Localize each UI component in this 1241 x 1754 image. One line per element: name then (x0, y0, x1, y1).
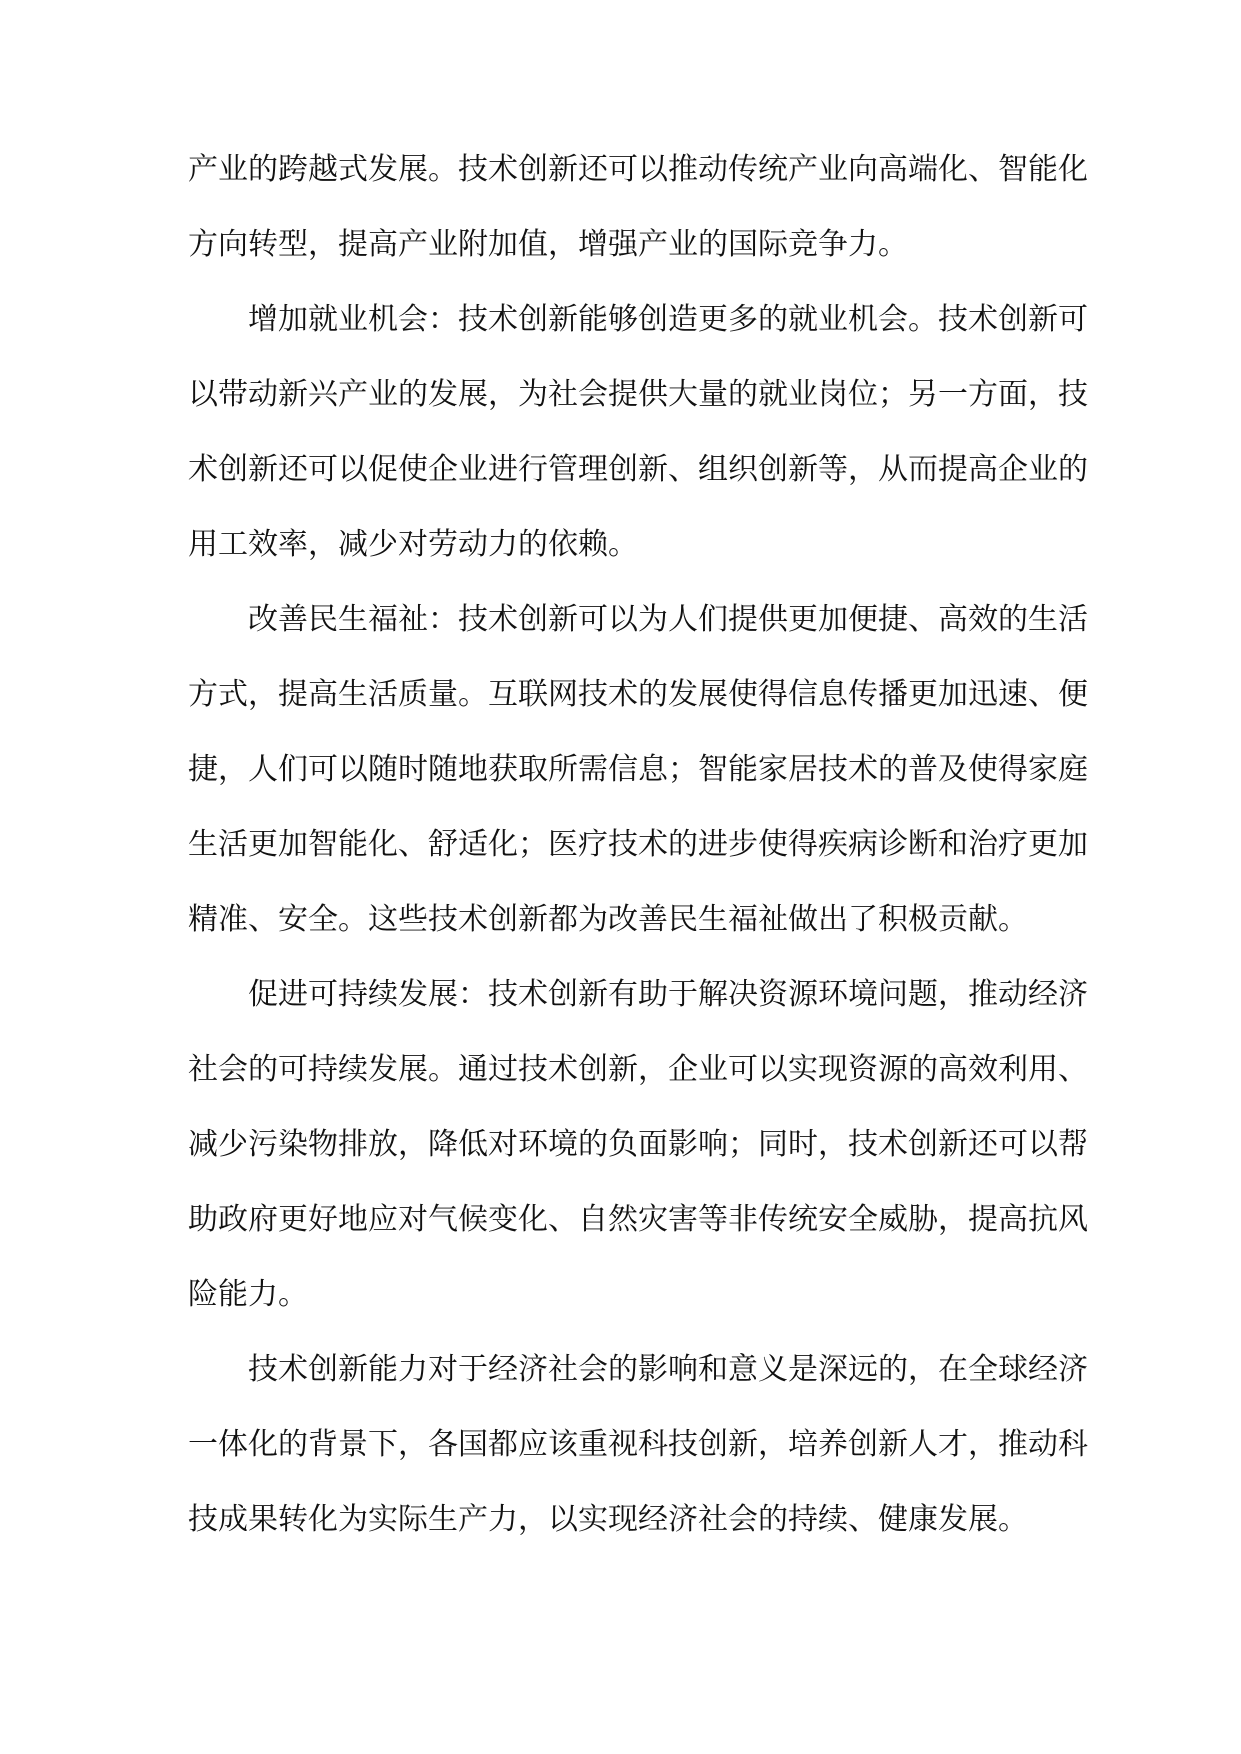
text-line: 技成果转化为实际生产力，以实现经济社会的持续、健康发展。 (188, 1502, 1028, 1537)
text-line: 助政府更好地应对气候变化、自然灾害等非传统安全威胁，提高抗风 (188, 1202, 1088, 1237)
text-line: 精准、安全。这些技术创新都为改善民生福祉做出了积极贡献。 (188, 902, 1028, 937)
document-body (188, 132, 1088, 1557)
text-line: 一体化的背景下，各国都应该重视科技创新，培养创新人才，推动科 (188, 1427, 1088, 1462)
paragraph-start-line: 促进可持续发展：技术创新有助于解决资源环境问题，推动经济 (248, 977, 1088, 1012)
text-line: 捷，人们可以随时随地获取所需信息；智能家居技术的普及使得家庭 (188, 752, 1088, 787)
text-line: 险能力。 (188, 1277, 308, 1312)
paragraph-start-line: 改善民生福祉：技术创新可以为人们提供更加便捷、高效的生活 (248, 602, 1088, 637)
paragraph-start-line: 增加就业机会：技术创新能够创造更多的就业机会。技术创新可 (248, 302, 1088, 337)
text-line: 方式，提高生活质量。互联网技术的发展使得信息传播更加迅速、便 (188, 677, 1088, 712)
text-line: 用工效率，减少对劳动力的依赖。 (188, 527, 638, 562)
text-line: 术创新还可以促使企业进行管理创新、组织创新等，从而提高企业的 (188, 452, 1088, 487)
text-line: 生活更加智能化、舒适化；医疗技术的进步使得疾病诊断和治疗更加 (188, 827, 1088, 862)
text-line: 产业的跨越式发展。技术创新还可以推动传统产业向高端化、智能化 (188, 152, 1088, 187)
text-line: 社会的可持续发展。通过技术创新，企业可以实现资源的高效利用、 (188, 1052, 1088, 1087)
text-line: 减少污染物排放，降低对环境的负面影响；同时，技术创新还可以帮 (188, 1127, 1088, 1162)
text-line: 方向转型，提高产业附加值，增强产业的国际竞争力。 (188, 227, 908, 262)
paragraph-start-line: 技术创新能力对于经济社会的影响和意义是深远的，在全球经济 (248, 1352, 1088, 1387)
text-line: 以带动新兴产业的发展，为社会提供大量的就业岗位；另一方面，技 (188, 377, 1088, 412)
